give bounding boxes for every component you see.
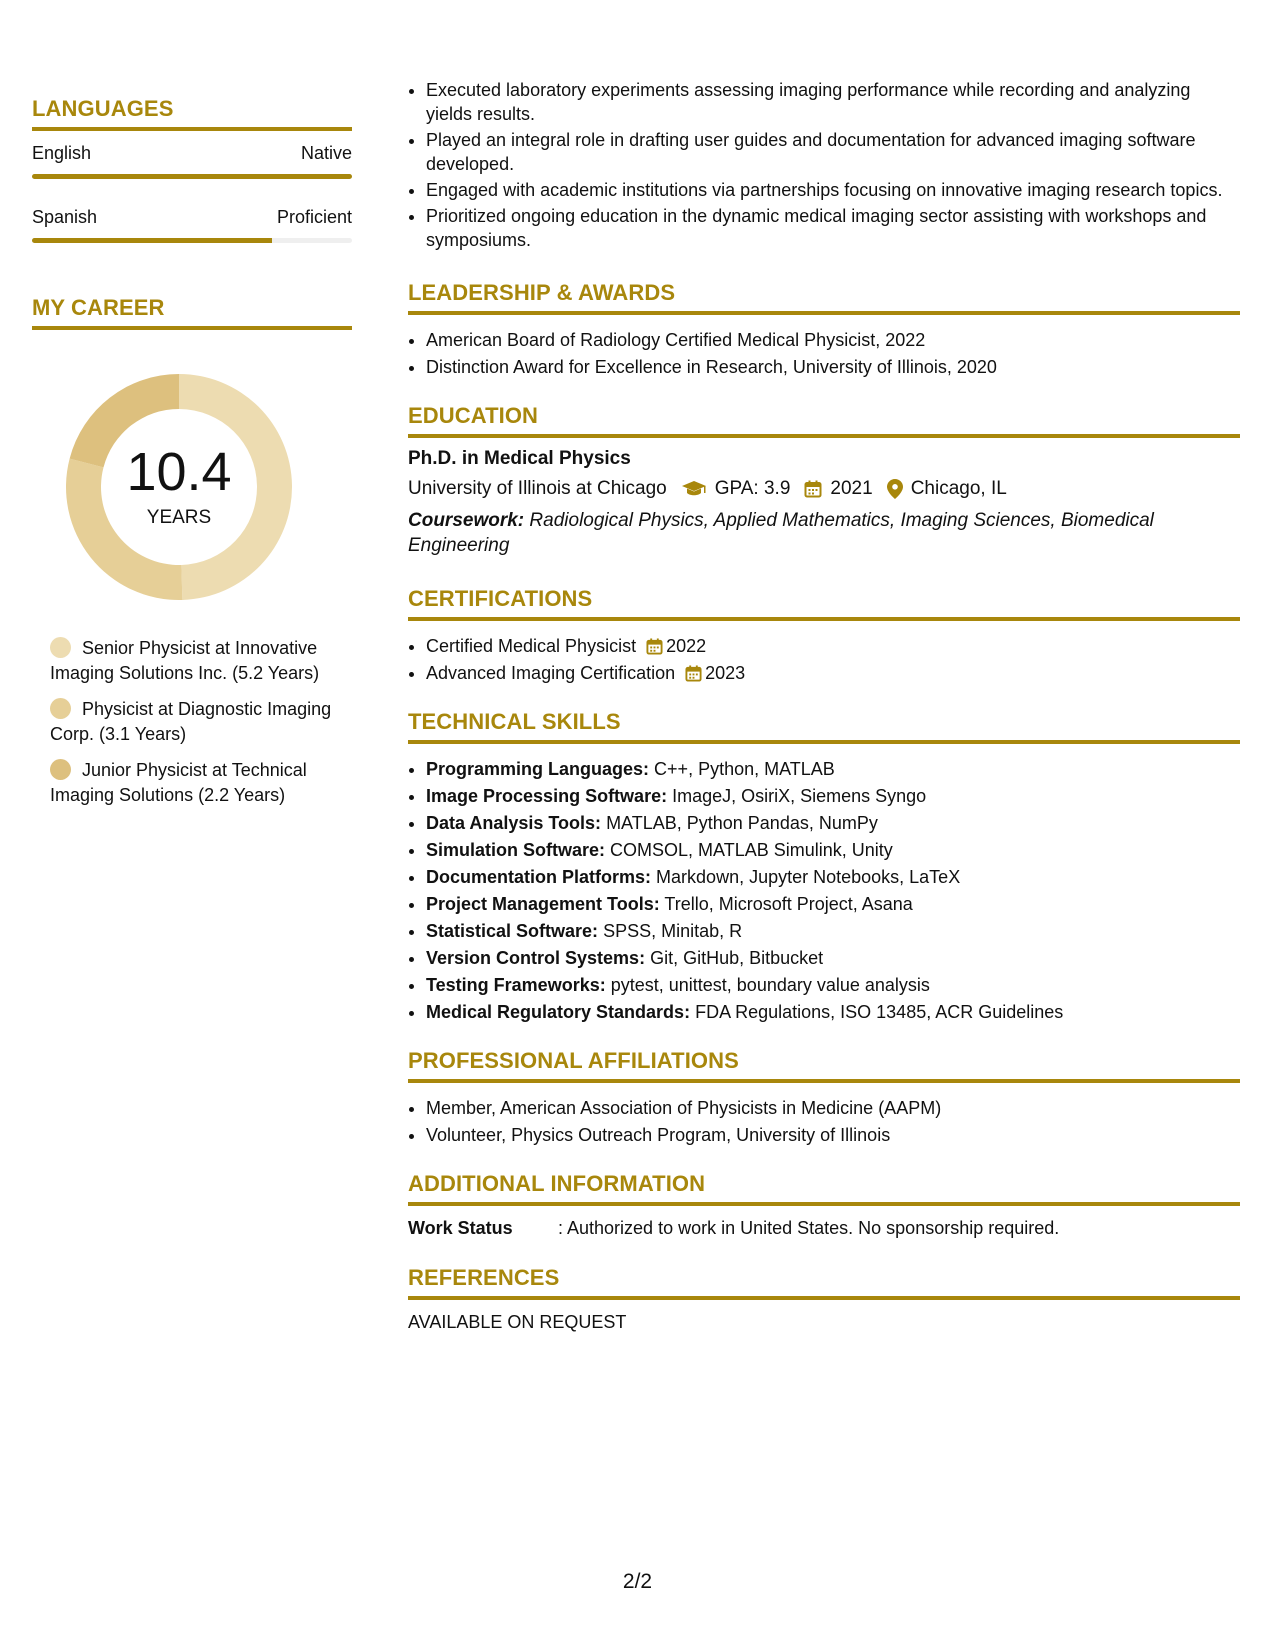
skill-item	[426, 864, 1240, 891]
skill-value: SPSS, Minitab, R	[603, 921, 743, 941]
languages-list	[32, 143, 352, 243]
work-status-value: : Authorized to work in United States. No sponsorship required.	[558, 1218, 1060, 1238]
language-name: English	[32, 143, 92, 163]
certifications-section	[408, 586, 1240, 687]
career-years-unit: YEARS	[146, 507, 212, 528]
additional-title: ADDITIONAL INFORMATION	[408, 1171, 1240, 1206]
language-name: Spanish	[32, 207, 98, 227]
references-text: AVAILABLE ON REQUEST	[408, 1312, 627, 1332]
coursework-text: Radiological Physics, Applied Mathematics, Imaging Sciences, Biomedical Engineering	[408, 510, 1154, 556]
certification-name: Certified Medical Physicist	[426, 636, 637, 656]
career-total-years: 10.4	[126, 442, 232, 502]
affiliations-section	[408, 1048, 1240, 1149]
skill-label: Project Management Tools:	[426, 894, 660, 914]
career-legend-label: Senior Physicist at Innovative Imaging Solutions Inc. (5.2 Years)	[50, 638, 320, 683]
skill-label: Documentation Platforms:	[426, 867, 652, 887]
calendar-icon	[636, 636, 666, 656]
left-column	[32, 96, 352, 819]
skill-value: FDA Regulations, ISO 13485, ACR Guidelines	[695, 1002, 1064, 1022]
education-details	[408, 478, 1240, 500]
references-section	[408, 1265, 1240, 1333]
leadership-list	[408, 327, 1240, 381]
experience-bullet: • Engaged with academic institutions via partnerships focusing on innovative imaging research topics.	[426, 178, 1240, 202]
donut-center	[66, 374, 292, 600]
location-pin-icon	[887, 479, 903, 499]
certification-year: 2023	[705, 663, 746, 683]
work-status-row	[408, 1218, 1240, 1239]
experience-bullet: • Prioritized ongoing education in the dynamic medical imaging sector assisting with workshops and symposiums.	[426, 204, 1240, 252]
skill-item	[426, 918, 1240, 945]
skill-label: Statistical Software:	[426, 921, 599, 941]
right-column	[408, 78, 1240, 1333]
skill-item	[426, 810, 1240, 837]
skill-item	[426, 783, 1240, 810]
language-bar-fill	[32, 174, 352, 179]
skill-label: Medical Regulatory Standards:	[426, 1002, 691, 1022]
education-gpa: GPA: 3.9	[714, 478, 791, 499]
skill-label: Testing Frameworks:	[426, 975, 606, 995]
education-school: University of Illinois at Chicago	[408, 478, 667, 499]
skill-label: Simulation Software:	[426, 840, 606, 860]
legend-dot	[50, 759, 71, 780]
skill-value: Git, GitHub, Bitbucket	[650, 948, 824, 968]
skill-value: ImageJ, OsiriX, Siemens Syngo	[672, 786, 927, 806]
language-row	[32, 207, 352, 228]
career-legend-item	[50, 697, 340, 747]
language-row	[32, 143, 352, 164]
career-legend-label: Junior Physicist at Technical Imaging Solutions (2.2 Years)	[50, 760, 307, 805]
career-legend	[50, 636, 340, 808]
work-status-label: Work Status	[408, 1218, 513, 1238]
education-location: Chicago, IL	[910, 478, 1007, 499]
skill-value: C++, Python, MATLAB	[654, 759, 835, 779]
leadership-section	[408, 280, 1240, 381]
calendar-icon	[675, 663, 705, 683]
career-donut-chart	[66, 374, 292, 600]
education-degree: Ph.D. in Medical Physics	[408, 448, 631, 469]
leadership-title: LEADERSHIP & AWARDS	[408, 280, 1240, 315]
affiliations-title: PROFESSIONAL AFFILIATIONS	[408, 1048, 1240, 1083]
skill-item	[426, 972, 1240, 999]
skill-value: Markdown, Jupyter Notebooks, LaTeX	[656, 867, 961, 887]
legend-dot	[50, 698, 71, 719]
skill-value: pytest, unittest, boundary value analysis	[610, 975, 930, 995]
skill-label: Image Processing Software:	[426, 786, 668, 806]
skills-section	[408, 709, 1240, 1026]
language-level: Proficient	[276, 207, 352, 227]
certifications-list	[408, 633, 1240, 687]
coursework-label: Coursework:	[408, 510, 525, 531]
award-item: • Distinction Award for Excellence in Research, University of Illinois, 2020	[426, 354, 1240, 381]
experience-bullets	[408, 78, 1240, 252]
references-title: REFERENCES	[408, 1265, 1240, 1300]
skill-value: COMSOL, MATLAB Simulink, Unity	[610, 840, 893, 860]
skill-value: Trello, Microsoft Project, Asana	[664, 894, 913, 914]
affiliation-item: • Volunteer, Physics Outreach Program, University of Illinois	[426, 1122, 1240, 1149]
languages-title: LANGUAGES	[32, 96, 352, 131]
graduation-cap-icon	[681, 480, 707, 498]
career-section	[32, 295, 352, 808]
skills-list	[408, 756, 1240, 1026]
certification-item	[426, 633, 1240, 660]
skill-item	[426, 756, 1240, 783]
page-number: 2/2	[622, 1570, 653, 1593]
skill-value: MATLAB, Python Pandas, NumPy	[606, 813, 878, 833]
certification-item	[426, 660, 1240, 687]
certification-year: 2022	[666, 636, 707, 656]
career-title: MY CAREER	[32, 295, 352, 330]
affiliations-list	[408, 1095, 1240, 1149]
skill-label: Data Analysis Tools:	[426, 813, 602, 833]
legend-dot	[50, 637, 71, 658]
calendar-icon	[804, 480, 822, 498]
skill-item	[426, 945, 1240, 972]
certifications-title: CERTIFICATIONS	[408, 586, 1240, 621]
certification-name: Advanced Imaging Certification	[426, 663, 676, 683]
language-bar	[32, 238, 352, 243]
language-bar	[32, 174, 352, 179]
award-item: • American Board of Radiology Certified Medical Physicist, 2022	[426, 327, 1240, 354]
additional-section	[408, 1171, 1240, 1239]
experience-bullet: • Executed laboratory experiments assessing imaging performance while recording and analyzing yields results.	[426, 78, 1240, 126]
skill-label: Version Control Systems:	[426, 948, 646, 968]
language-bar-fill	[32, 238, 272, 243]
skill-item	[426, 891, 1240, 918]
language-level: Native	[300, 143, 352, 163]
career-legend-label: Physicist at Diagnostic Imaging Corp. (3.1 Years)	[50, 699, 332, 744]
career-legend-item	[50, 758, 340, 808]
skill-item	[426, 837, 1240, 864]
skill-item	[426, 999, 1240, 1026]
skills-title: TECHNICAL SKILLS	[408, 709, 1240, 744]
education-coursework	[408, 508, 1240, 558]
education-year: 2021	[830, 478, 873, 499]
career-legend-item	[50, 636, 340, 686]
languages-section	[32, 96, 352, 243]
skill-label: Programming Languages:	[426, 759, 650, 779]
education-title: EDUCATION	[408, 403, 1240, 438]
experience-bullet: • Played an integral role in drafting user guides and documentation for advanced imaging software developed.	[426, 128, 1240, 176]
education-section	[408, 403, 1240, 558]
affiliation-item: • Member, American Association of Physicists in Medicine (AAPM)	[426, 1095, 1240, 1122]
